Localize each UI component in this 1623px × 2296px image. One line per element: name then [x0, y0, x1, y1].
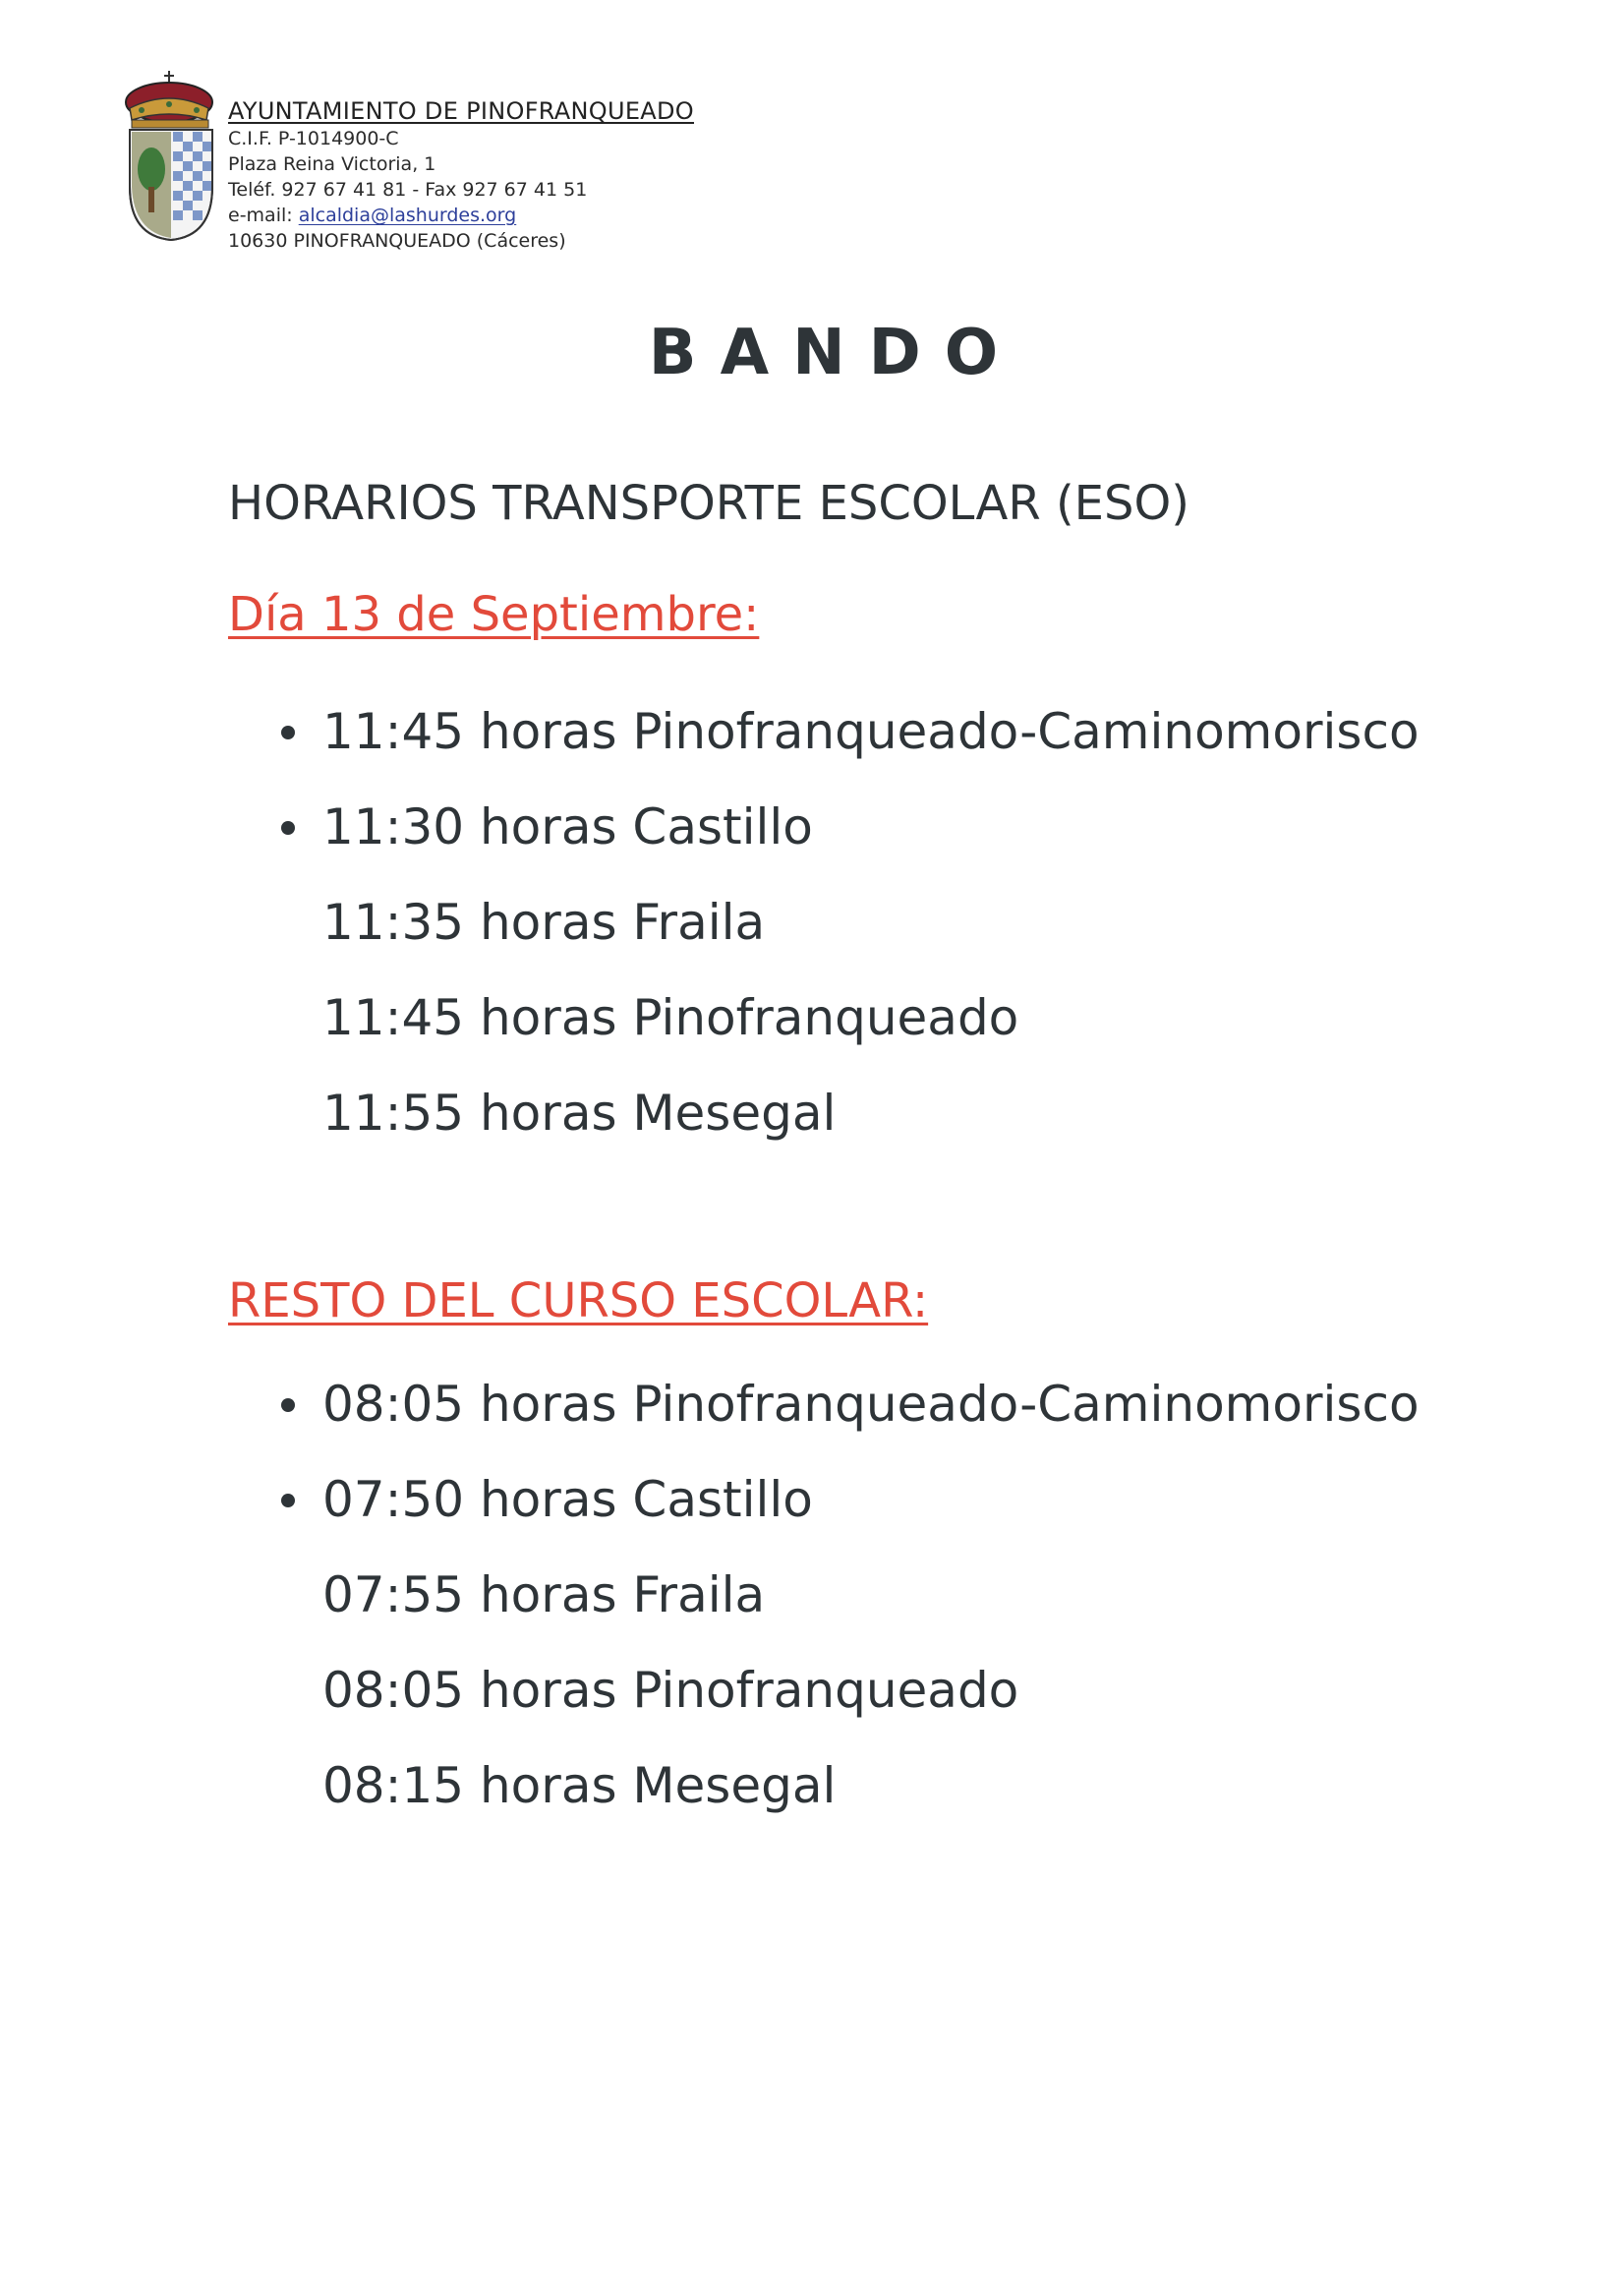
schedule-list-first-day	[275, 684, 1420, 1161]
section-heading-rest-of-year: RESTO DEL CURSO ESCOLAR:	[228, 1273, 929, 1328]
organization-name: AYUNTAMIENTO DE PINOFRANQUEADO	[228, 97, 694, 125]
schedule-entry-text: 08:05 horas Pinofranqueado-Caminomorisco	[322, 1376, 1420, 1433]
email-line	[228, 203, 694, 228]
schedule-entry	[275, 1066, 1420, 1161]
schedule-entry-text: 08:15 horas Mesegal	[322, 1757, 837, 1814]
schedule-entry	[275, 971, 1420, 1066]
email-label: e-mail:	[228, 205, 293, 226]
schedule-entry	[275, 684, 1420, 780]
schedule-entry	[275, 1548, 1420, 1643]
email-link[interactable]: alcaldia@lashurdes.org	[298, 205, 517, 226]
schedule-entry-text: 11:55 horas Mesegal	[322, 1085, 837, 1142]
schedule-entry-text: 11:35 horas Fraila	[322, 894, 766, 951]
page-subtitle: HORARIOS TRANSPORTE ESCOLAR (ESO)	[228, 476, 1189, 531]
schedule-entry-text: 07:50 horas Castillo	[322, 1471, 813, 1528]
section-heading-first-day: Día 13 de Septiembre:	[228, 587, 760, 642]
cif: C.I.F. P-1014900-C	[228, 128, 399, 149]
letterhead	[228, 96, 694, 254]
address: Plaza Reina Victoria, 1	[228, 153, 436, 175]
page-title: BANDO	[648, 317, 1022, 389]
schedule-entry	[275, 1738, 1420, 1834]
coat-of-arms-icon	[122, 69, 220, 246]
schedule-entry-text: 11:30 horas Castillo	[322, 798, 813, 855]
schedule-entry	[275, 780, 1420, 875]
phone-fax: Teléf. 927 67 41 81 - Fax 927 67 41 51	[228, 179, 588, 201]
schedule-entry	[275, 875, 1420, 971]
schedule-entry	[275, 1357, 1420, 1452]
schedule-entry	[275, 1452, 1420, 1548]
city: 10630 PINOFRANQUEADO (Cáceres)	[228, 230, 566, 252]
schedule-entry-text: 11:45 horas Pinofranqueado-Caminomorisco	[322, 703, 1420, 760]
schedule-list-rest-of-year	[275, 1357, 1420, 1834]
schedule-entry-text: 07:55 horas Fraila	[322, 1566, 766, 1623]
schedule-entry-text: 08:05 horas Pinofranqueado	[322, 1662, 1019, 1719]
schedule-entry	[275, 1643, 1420, 1738]
schedule-entry-text: 11:45 horas Pinofranqueado	[322, 989, 1019, 1046]
